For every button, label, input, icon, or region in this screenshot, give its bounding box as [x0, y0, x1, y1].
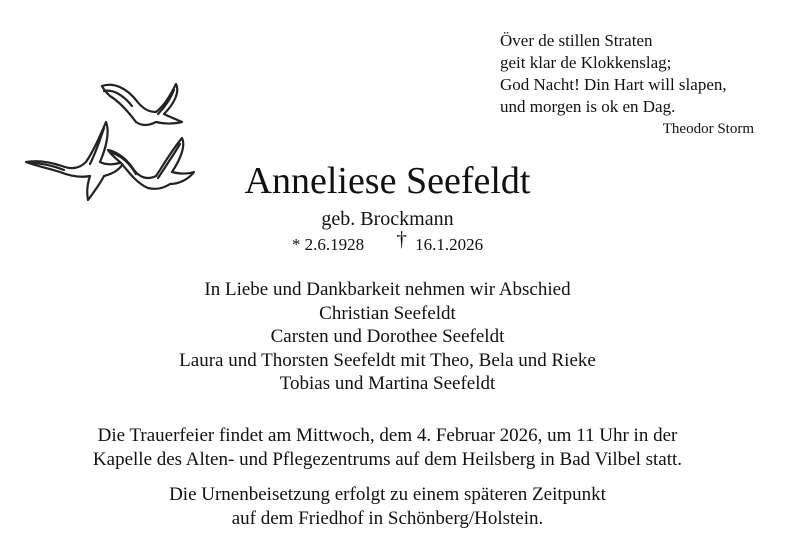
urn-line: auf dem Friedhof in Schönberg/Holstein.: [231, 507, 544, 529]
farewell-line: In Liebe und Dankbarkeit nehmen wir Abschied: [204, 279, 571, 300]
funeral-notice: [0, 424, 775, 471]
birth-date: * 2.6.1928: [291, 235, 365, 254]
funeral-line: Kapelle des Alten- und Pflegezentrums auf dem Heilsberg in Bad Vilbel statt.: [92, 448, 683, 470]
death-date: 16.1.2026: [415, 235, 484, 254]
funeral-line: Die Trauerfeier findet am Mittwoch, dem 4. Februar 2026, um 11 Uhr in der: [97, 425, 678, 446]
poem-author: Theodor Storm: [662, 121, 754, 137]
poem-line: geit klar de Klokkenslag;: [500, 53, 672, 72]
mourner-name: Carsten und Dorothee Seefeldt: [270, 326, 505, 347]
mourner-name: Christian Seefeldt: [319, 302, 456, 324]
poem: [500, 30, 770, 139]
poem-line: und morgen is ok en Dag.: [500, 97, 676, 116]
life-dates: [0, 227, 775, 256]
deceased-name: Anneliese Seefeldt: [244, 160, 531, 202]
cross-icon: †: [396, 227, 407, 251]
mourner-name: Laura und Thorsten Seefeldt mit Theo, Bela und Rieke: [179, 349, 596, 371]
mourners-block: [0, 278, 775, 396]
urn-burial-notice: [0, 483, 775, 530]
poem-line: Över de stillen Straten: [500, 31, 653, 50]
poem-line: God Nacht! Din Hart will slapen,: [500, 75, 727, 94]
urn-line: Die Urnenbeisetzung erfolgt zu einem späteren Zeitpunkt: [169, 484, 606, 505]
mourner-name: Tobias und Martina Seefeldt: [279, 373, 496, 394]
maiden-name: geb. Brockmann: [321, 208, 454, 230]
